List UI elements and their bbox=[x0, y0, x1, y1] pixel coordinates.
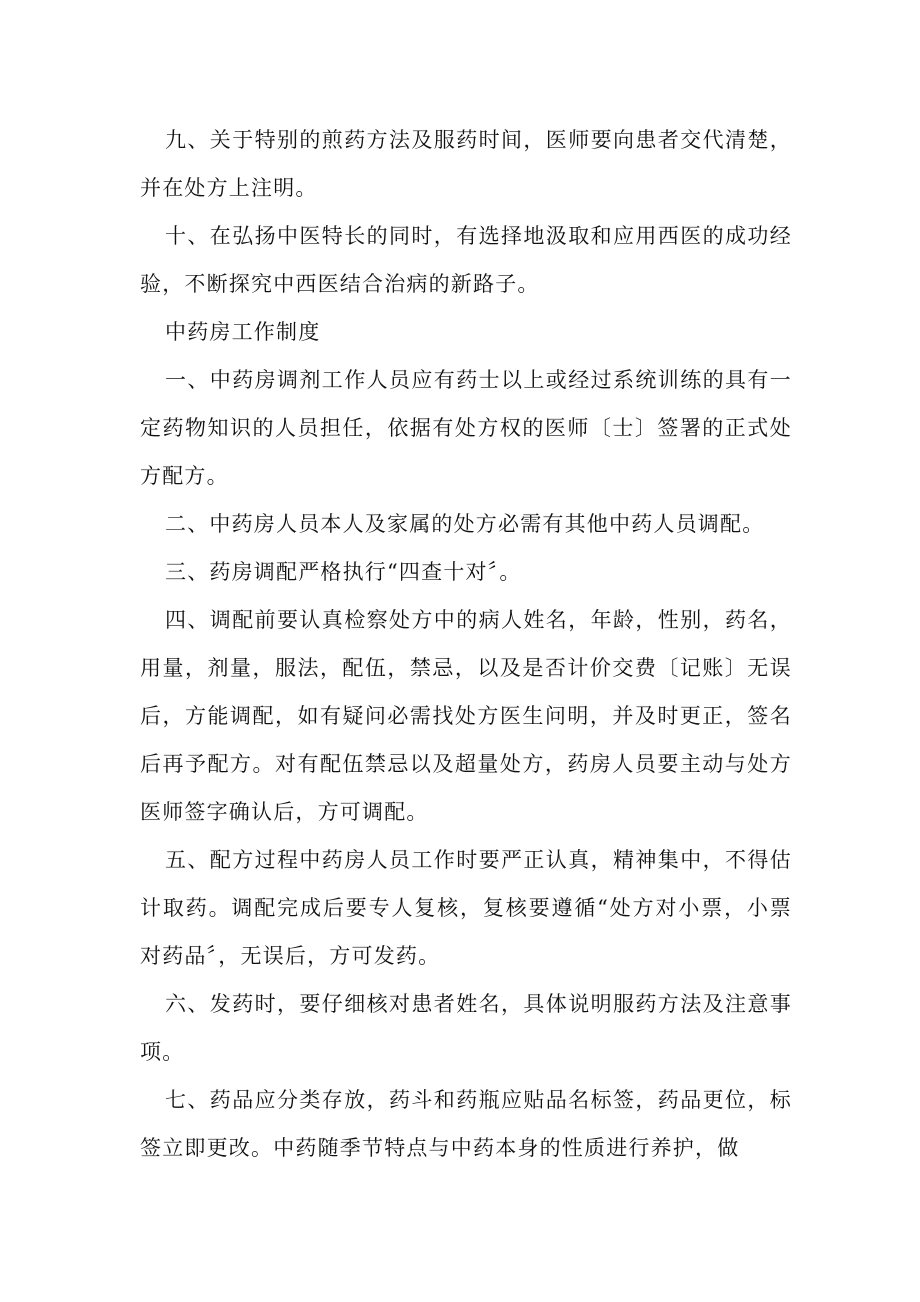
rule-3: 三、药房调配严格执行“四查十对〞。 bbox=[165, 560, 522, 584]
paragraph-9: 九、关于特别的煎药方法及服药时间，医师要向患者交代清楚，并在处方上注明。 bbox=[140, 128, 792, 200]
document-page bbox=[140, 116, 792, 1172]
rule-6: 六、发药时，要仔细核对患者姓名，具体说明服药方法及注意事项。 bbox=[140, 992, 792, 1064]
paragraph-10: 十、在弘扬中医特长的同时，有选择地汲取和应用西医的成功经验，不断探究中西医结合治病的新路子。 bbox=[140, 224, 792, 296]
rule-7: 七、药品应分类存放，药斗和药瓶应贴品名标签，药品更位，标签立即更改。中药随季节特点与中药本身的性质进行养护，做 bbox=[140, 1088, 792, 1160]
section-title: 中药房工作制度 bbox=[165, 320, 321, 344]
rule-2: 二、中药房人员本人及家属的处方必需有其他中药人员调配。 bbox=[165, 512, 765, 536]
rule-5: 五、配方过程中药房人员工作时要严正认真，精神集中，不得估计取药。调配完成后要专人复核，复核要遵循“处方对小票，小票对药品〞，无误后，方可发药。 bbox=[140, 848, 792, 968]
rule-4: 四、调配前要认真检察处方中的病人姓名，年龄，性别，药名，用量，剂量，服法，配伍，禁忌，以及是否计价交费〔记账〕无误后，方能调配，如有疑问必需找处方医生问明，并及时更正，签名后再予配方。对有配伍禁忌以及超量处方，药房人员要主动与处方医师签字确认后，方可调配。 bbox=[140, 608, 792, 824]
rule-1: 一、中药房调剂工作人员应有药士以上或经过系统训练的具有一定药物知识的人员担任，依据有处方权的医师〔士〕签署的正式处方配方。 bbox=[140, 368, 792, 488]
